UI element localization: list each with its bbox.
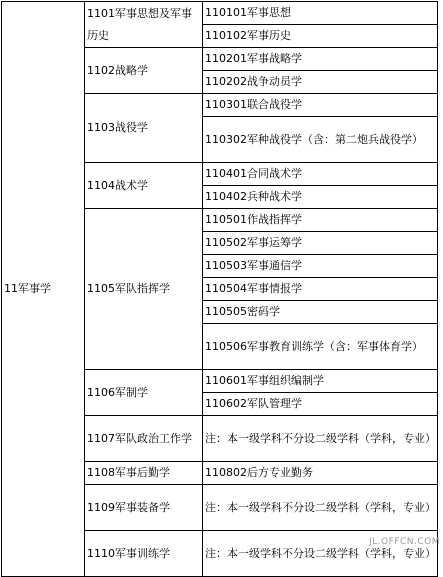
sub-discipline-cell: 110505密码学 [203,301,438,324]
sub-discipline-cell: 110202战争动员学 [203,71,438,94]
discipline-category-cell: 1108军事后勤学 [85,462,203,485]
discipline-category-cell: 1105军队指挥学 [85,209,203,370]
note-cell: 注：本一级学科不分设二级学科（学科，专业） [203,485,438,531]
sub-discipline-cell: 110401合同战术学 [203,163,438,186]
discipline-category-cell: 1106军制学 [85,370,203,416]
note-cell: 注：本一级学科不分设二级学科（学科，专业） [203,416,438,462]
sub-discipline-cell: 110102军事历史 [203,25,438,48]
sub-discipline-cell: 110201军事战略学 [203,48,438,71]
sub-discipline-cell: 110302军种战役学（含：第二炮兵战役学） [203,117,438,163]
table-row [2,2,438,25]
sub-discipline-cell: 110501作战指挥学 [203,209,438,232]
sub-discipline-cell: 110101军事思想 [203,2,438,25]
discipline-category-cell: 1104战术学 [85,163,203,209]
discipline-category-cell: 1102战略学 [85,48,203,94]
watermark: JL.OFFCN.COM [369,537,440,547]
discipline-category-cell: 1103战役学 [85,94,203,163]
sub-discipline-cell: 110503军事通信学 [203,255,438,278]
discipline-category-cell: 1110军事训练学 [85,531,203,577]
sub-discipline-cell: 110602军队管理学 [203,393,438,416]
sub-discipline-cell: 110502军事运筹学 [203,232,438,255]
sub-discipline-cell: 110402兵种战术学 [203,186,438,209]
sub-discipline-cell: 110601军事组织编制学 [203,370,438,393]
sub-discipline-cell: 110802后方专业勤务 [203,462,438,485]
sub-discipline-cell: 110504军事情报学 [203,278,438,301]
discipline-category-cell: 1101军事思想及军事历史 [85,2,203,48]
sub-discipline-cell: 110301联合战役学 [203,94,438,117]
discipline-category-cell: 1109军事装备学 [85,485,203,531]
discipline-category-cell: 1107军队政治工作学 [85,416,203,462]
first-level-discipline-cell: 11军事学 [2,2,85,577]
discipline-table [1,1,438,577]
sub-discipline-cell: 110506军事教育训练学（含：军事体育学） [203,324,438,370]
discipline-table-body [2,2,438,577]
note-cell: 注：本一级学科不分设二级学科（学科，专业） [203,531,438,577]
